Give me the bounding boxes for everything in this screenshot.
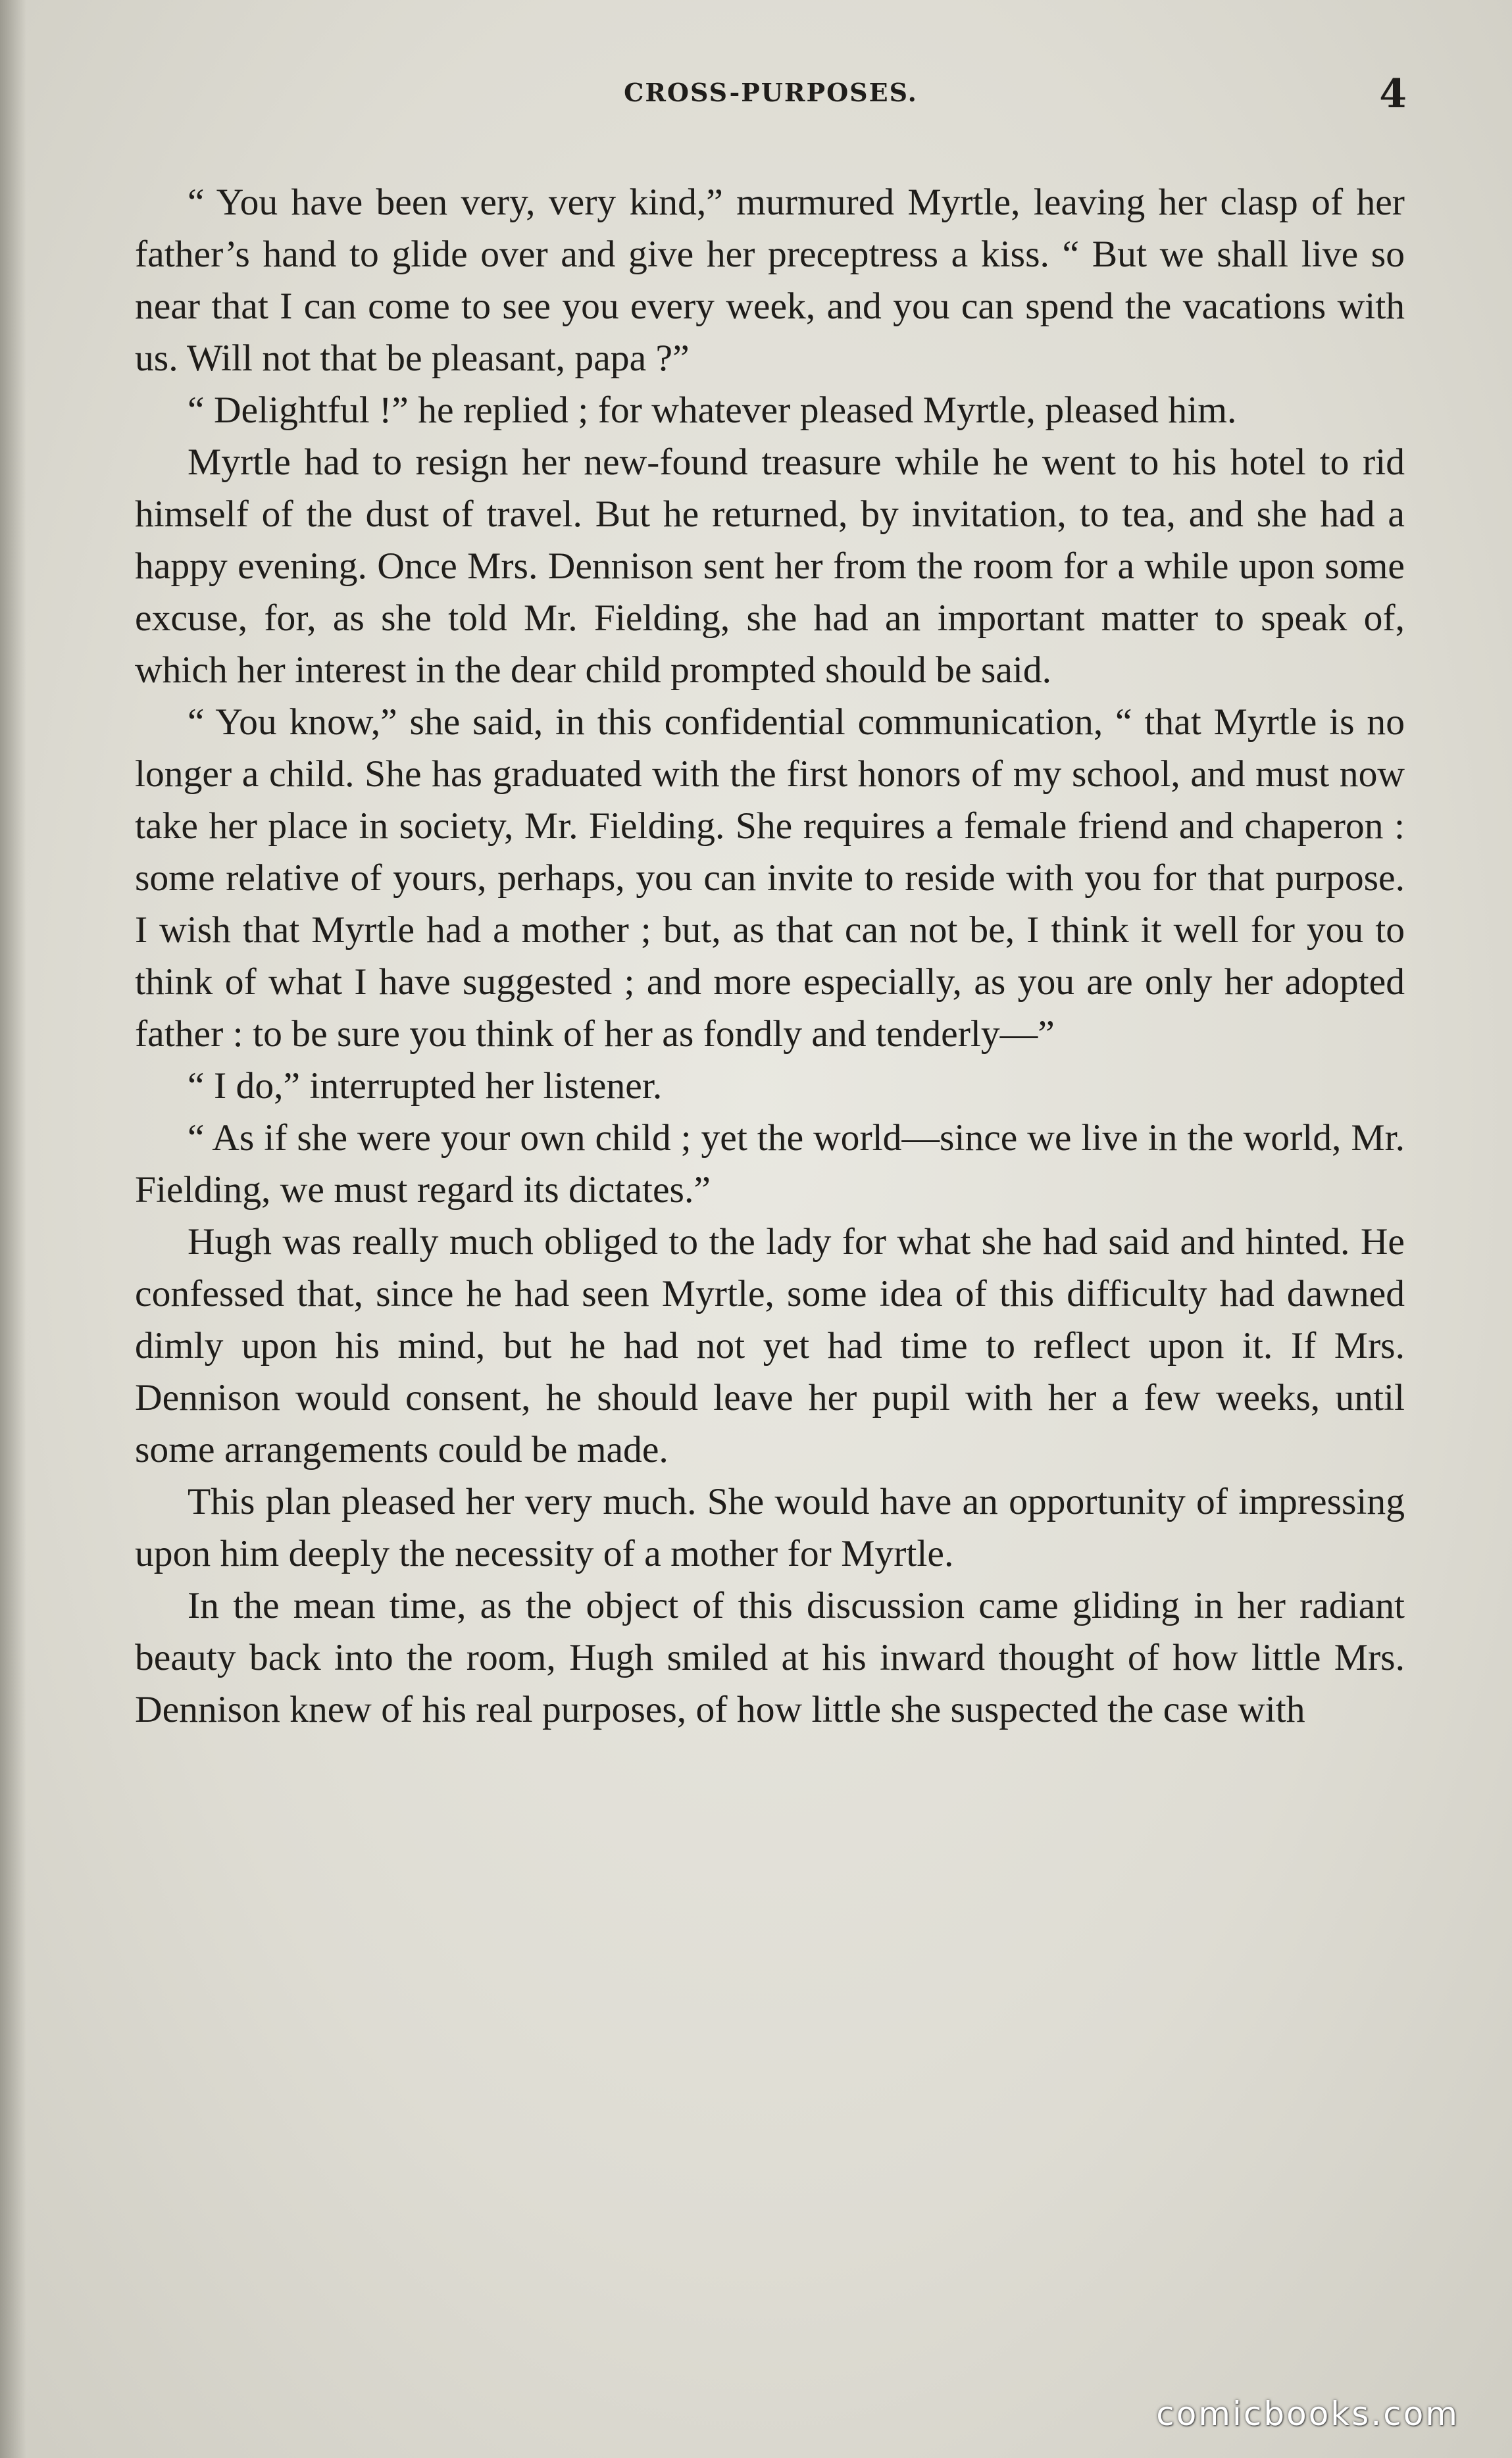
- paragraph: Myrtle had to resign her new-found treasure while he went to his hotel to rid himself of the dust of travel. But he returned, by invitation, to tea, and she had a happy evening. Once Mrs. Dennison sent her from the room for a while upon some excuse, for, as she told Mr. Fielding, she had an important matter to speak of, which her interest in the dear child prompted should be said.: [135, 441, 1405, 691]
- page-header: [135, 71, 1407, 130]
- paragraph: Hugh was really much obliged to the lady for what she had said and hinted. He confessed that, since he had seen Myrtle, some idea of this difficulty had dawned dimly upon his mind, but he had not yet had time to reflect upon it. If Mrs. Dennison would consent, he should leave her pupil with her a few weeks, until some arrangements could be made.: [135, 1221, 1405, 1470]
- paragraph: This plan pleased her very much. She would have an opportunity of impressing upon him deeply the necessity of a mother for Myrtle.: [135, 1481, 1405, 1574]
- page-number: 4: [1379, 71, 1407, 117]
- watermark: comicbooks.com: [1156, 2395, 1459, 2433]
- running-head: CROSS-PURPOSES.: [624, 78, 918, 107]
- paragraph: “ I do,” interrupted her listener.: [188, 1065, 663, 1107]
- paragraph: In the mean time, as the object of this discussion came gliding in her radiant beauty back into the room, Hugh smiled at his inward thought of how little Mrs. Dennison knew of his real purposes, of how little she suspected the case with: [135, 1585, 1405, 1730]
- paragraph: “ You know,” she said, in this confidential communication, “ that Myrtle is no longer a child. She has graduated with the first honors of my school, and must now take her place in society, Mr. Fielding. She requires a female friend and chaperon : some relative of yours, perhaps, you can invite to reside with you for that purpose. I wish that Myrtle had a mother ; but, as that can not be, I think it well for you to think of what I have suggested ; and more especially, as you are only her adopted father : to be sure you think of her as fondly and tenderly—”: [135, 701, 1405, 1055]
- paragraph: “ As if she were your own child ; yet the world—since we live in the world, Mr. Fielding, we must regard its dictates.”: [135, 1117, 1405, 1211]
- page-edge-shadow: [0, 0, 26, 2458]
- paragraph: “ You have been very, very kind,” murmured Myrtle, leaving her clasp of her father’s hand to glide over and give her preceptress a kiss. “ But we shall live so near that I can come to see you every week, and you can spend the vacations with us. Will not that be pleasant, papa ?”: [135, 182, 1405, 379]
- paragraph: “ Delightful !” he replied ; for whatever pleased Myrtle, pleased him.: [188, 389, 1237, 431]
- body-text: [135, 176, 1405, 1736]
